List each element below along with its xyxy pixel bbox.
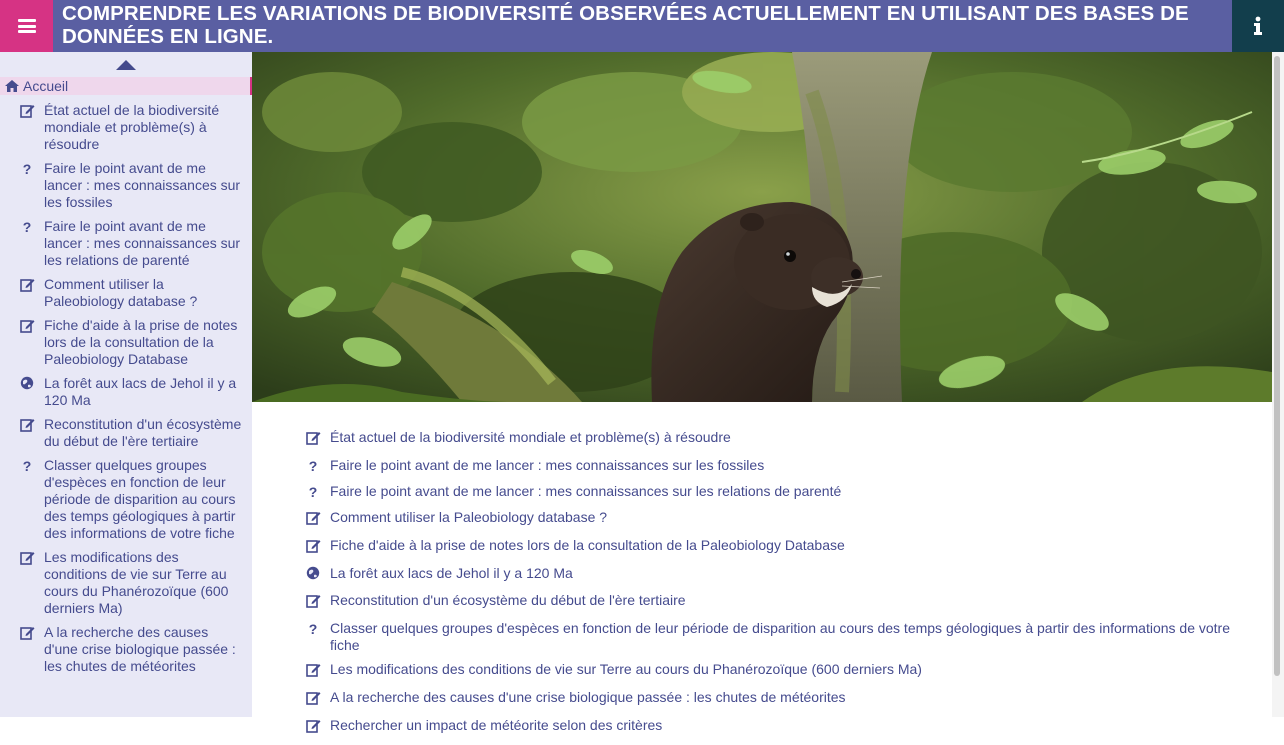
sidebar-item-label: Fiche d'aide à la prise de notes lors de la consultation de la Paleobiology Database xyxy=(44,317,238,367)
sidebar-item-label: La forêt aux lacs de Jehol il y a 120 Ma xyxy=(44,375,237,408)
content-item-label: Fiche d'aide à la prise de notes lors de la consultation de la Paleobiology Database xyxy=(330,537,845,553)
sidebar-item[interactable] xyxy=(0,375,252,416)
content-item[interactable] xyxy=(306,483,1246,502)
sidebar-item-label: Comment utiliser la Paleobiology database ? xyxy=(44,276,198,309)
main-content xyxy=(252,52,1272,733)
sidebar-item[interactable] xyxy=(0,549,252,624)
content-item-label: La forêt aux lacs de Jehol il y a 120 Ma xyxy=(330,565,573,581)
content-item-label: Les modifications des conditions de vie sur Terre au cours du Phanérozoïque (600 derniers Ma) xyxy=(330,661,922,677)
content-item-label: État actuel de la biodiversité mondiale et problème(s) à résoudre xyxy=(330,429,731,445)
edit-icon xyxy=(306,717,330,738)
mink-photo-illustration xyxy=(252,52,1272,402)
sidebar-item[interactable] xyxy=(0,276,252,317)
edit-icon xyxy=(306,537,330,558)
content-item-label: Faire le point avant de me lancer : mes connaissances sur les fossiles xyxy=(330,457,765,473)
edit-icon xyxy=(306,689,330,710)
edit-icon xyxy=(306,509,330,530)
sidebar-item[interactable] xyxy=(0,624,252,682)
content-item[interactable] xyxy=(306,592,1246,613)
edit-icon xyxy=(20,317,44,368)
content-item[interactable] xyxy=(306,717,1246,738)
sidebar-item-home[interactable] xyxy=(0,77,252,95)
content-item[interactable] xyxy=(306,689,1246,710)
hamburger-icon xyxy=(18,19,36,33)
sidebar-home-label: Accueil xyxy=(23,78,69,94)
info-icon xyxy=(1252,16,1264,36)
edit-icon xyxy=(20,549,44,617)
sidebar-item[interactable] xyxy=(0,317,252,375)
edit-icon xyxy=(20,102,44,153)
edit-icon xyxy=(20,416,44,450)
scrollbar[interactable] xyxy=(1272,52,1284,717)
hero-image xyxy=(252,52,1272,402)
content-item-label: A la recherche des causes d'une crise biologique passée : les chutes de météorites xyxy=(330,689,846,705)
question-icon: ? xyxy=(308,484,318,500)
content-item-label: Reconstitution d'un écosystème du début de l'ère tertiaire xyxy=(330,592,686,608)
page-title: COMPRENDRE LES VARIATIONS DE BIODIVERSITÉ OBSERVÉES ACTUELLEMENT EN UTILISANT DES BASES DE DONNÉES EN LIGNE. xyxy=(62,2,1189,48)
question-icon: ? xyxy=(22,219,32,235)
collapse-up-icon[interactable] xyxy=(116,60,136,70)
edit-icon xyxy=(306,661,330,682)
content-item[interactable] xyxy=(306,620,1246,654)
question-icon: ? xyxy=(22,458,32,474)
content-item-label: Rechercher un impact de météorite selon des critères xyxy=(330,717,663,733)
content-item[interactable] xyxy=(306,661,1246,682)
sidebar-item-label: A la recherche des causes d'une crise biologique passée : les chutes de météorites xyxy=(44,624,236,674)
sidebar-list xyxy=(0,102,252,682)
sidebar-item-label: Reconstitution d'un écosystème du début de l'ère tertiaire xyxy=(44,416,242,449)
edit-icon xyxy=(306,429,330,450)
edit-icon xyxy=(306,592,330,613)
question-icon: ? xyxy=(308,458,318,474)
edit-icon xyxy=(20,624,44,675)
question-icon: ? xyxy=(22,161,32,177)
sidebar-item-label: Faire le point avant de me lancer : mes connaissances sur les fossiles xyxy=(44,160,241,210)
sidebar-item[interactable] xyxy=(0,218,252,276)
content-item[interactable] xyxy=(306,537,1246,558)
sidebar-nav xyxy=(0,52,252,717)
content-item[interactable] xyxy=(306,429,1246,450)
sidebar-item[interactable] xyxy=(0,457,252,549)
globe-icon xyxy=(306,565,330,585)
sidebar-item[interactable] xyxy=(0,416,252,457)
sidebar-item[interactable] xyxy=(0,102,252,160)
content-item[interactable] xyxy=(306,509,1246,530)
home-icon xyxy=(5,80,19,92)
menu-button[interactable] xyxy=(0,0,53,52)
content-item-label: Faire le point avant de me lancer : mes connaissances sur les relations de parenté xyxy=(330,483,842,499)
globe-icon xyxy=(20,375,44,409)
sidebar-item-label: Classer quelques groupes d'espèces en fonction de leur période de disparition au cours des temps géologiques à partir des informations de votre fiche xyxy=(44,457,236,541)
content-item[interactable] xyxy=(306,565,1246,585)
sidebar-item-label: État actuel de la biodiversité mondiale et problème(s) à résoudre xyxy=(44,102,220,152)
app-header xyxy=(0,0,1284,52)
sidebar-item-label: Les modifications des conditions de vie sur Terre au cours du Phanérozoïque (600 derniers Ma) xyxy=(44,549,229,616)
info-button[interactable] xyxy=(1232,0,1284,52)
content-item-label: Classer quelques groupes d'espèces en fonction de leur période de disparition au cours des temps géologiques à partir des informations de votre fiche xyxy=(330,620,1230,653)
sidebar-item[interactable] xyxy=(0,160,252,218)
scrollbar-thumb[interactable] xyxy=(1274,56,1280,676)
content-item-label: Comment utiliser la Paleobiology database ? xyxy=(330,509,608,525)
content-item[interactable] xyxy=(306,457,1246,476)
sidebar-item-label: Faire le point avant de me lancer : mes connaissances sur les relations de parenté xyxy=(44,218,241,268)
activity-list xyxy=(306,429,1246,745)
edit-icon xyxy=(20,276,44,310)
question-icon: ? xyxy=(308,621,318,637)
